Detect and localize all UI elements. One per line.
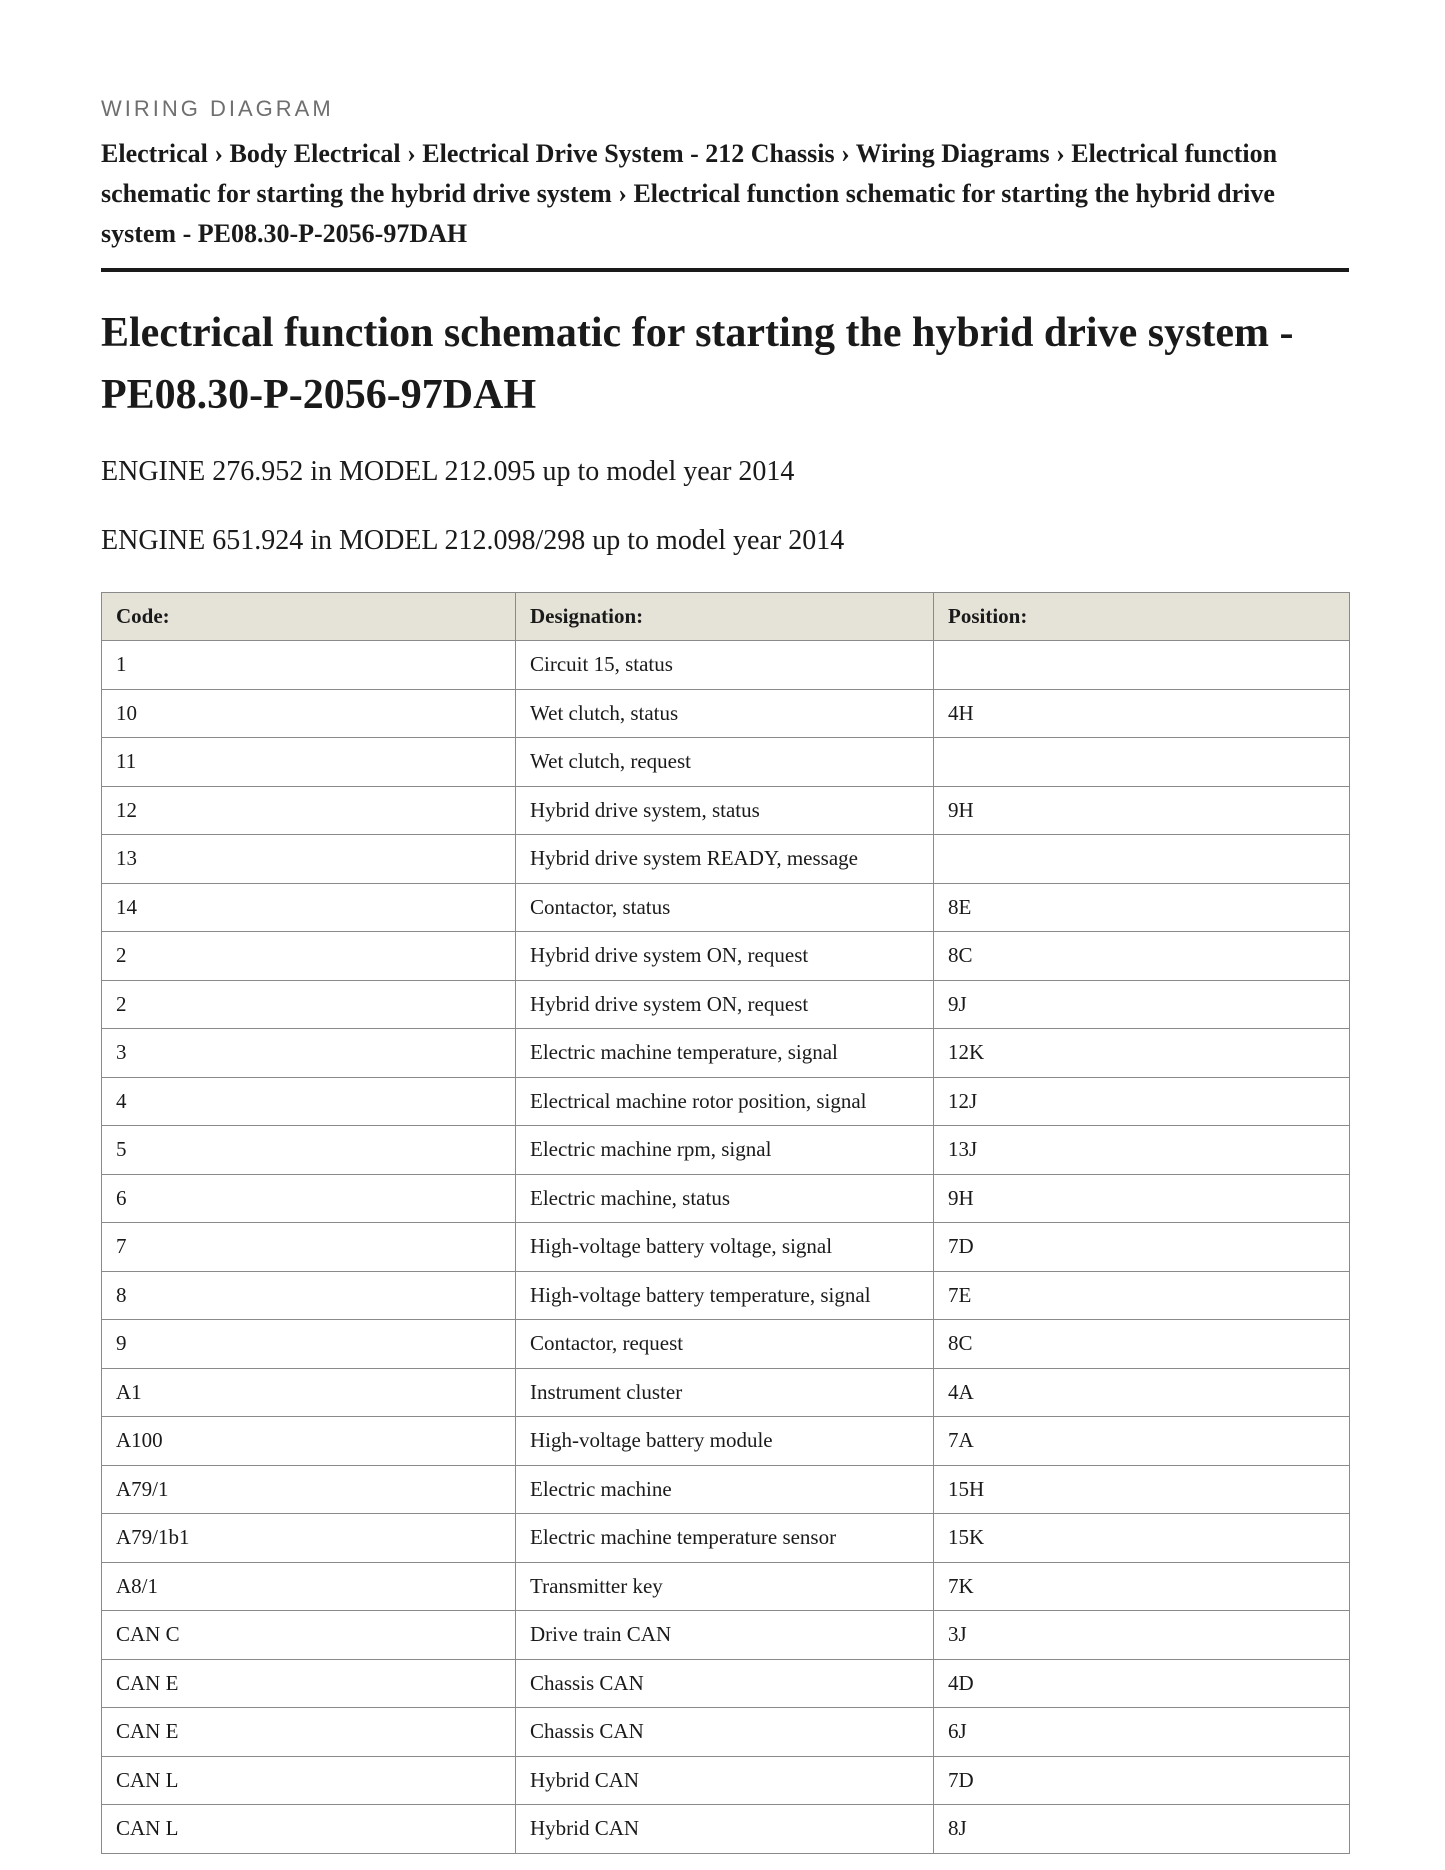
section-kicker: WIRING DIAGRAM (101, 96, 334, 121)
table-row (102, 1659, 1350, 1708)
cell-designation: Electric machine rpm, signal (516, 1126, 934, 1175)
table-row (102, 1708, 1350, 1757)
cell-code: 4 (102, 1077, 516, 1126)
engine-model-line: ENGINE 276.952 in MODEL 212.095 up to model year 2014 (101, 456, 795, 487)
cell-position: 8C (934, 1320, 1350, 1369)
table-row (102, 980, 1350, 1029)
cell-code: CAN L (102, 1805, 516, 1854)
table-row (102, 1126, 1350, 1175)
cell-position: 4H (934, 689, 1350, 738)
cell-designation: Instrument cluster (516, 1368, 934, 1417)
cell-position (934, 738, 1350, 787)
cell-designation: Hybrid CAN (516, 1805, 934, 1854)
cell-code: 9 (102, 1320, 516, 1369)
cell-position: 9H (934, 786, 1350, 835)
cell-designation: Transmitter key (516, 1562, 934, 1611)
cell-position: 4D (934, 1659, 1350, 1708)
cell-position: 7K (934, 1562, 1350, 1611)
table-row (102, 835, 1350, 884)
code-table (101, 592, 1350, 1854)
table-body (102, 641, 1350, 1854)
cell-designation: Electric machine (516, 1465, 934, 1514)
table-row (102, 1562, 1350, 1611)
cell-designation: Electric machine temperature sensor (516, 1514, 934, 1563)
cell-code: 3 (102, 1029, 516, 1078)
cell-designation: Wet clutch, status (516, 689, 934, 738)
table-row (102, 883, 1350, 932)
cell-position: 7D (934, 1223, 1350, 1272)
table-header-row (102, 593, 1350, 641)
page-title: Electrical function schematic for starting the hybrid drive system - PE08.30-P-2056-97DAH (101, 310, 1294, 418)
cell-code: A79/1b1 (102, 1514, 516, 1563)
cell-code: 12 (102, 786, 516, 835)
cell-position: 7E (934, 1271, 1350, 1320)
cell-position (934, 835, 1350, 884)
cell-designation: Electric machine temperature, signal (516, 1029, 934, 1078)
cell-designation: Electrical machine rotor position, signal (516, 1077, 934, 1126)
column-header-code: Code: (102, 593, 516, 641)
cell-position: 8E (934, 883, 1350, 932)
table-row (102, 1174, 1350, 1223)
cell-code: 13 (102, 835, 516, 884)
cell-code: CAN E (102, 1708, 516, 1757)
header-divider (101, 268, 1349, 272)
cell-code: CAN L (102, 1756, 516, 1805)
cell-code: 1 (102, 641, 516, 690)
cell-code: 6 (102, 1174, 516, 1223)
cell-designation: Hybrid drive system, status (516, 786, 934, 835)
table-row (102, 689, 1350, 738)
table-row (102, 786, 1350, 835)
cell-code: 2 (102, 932, 516, 981)
cell-position: 15K (934, 1514, 1350, 1563)
cell-code: CAN E (102, 1659, 516, 1708)
cell-position: 9H (934, 1174, 1350, 1223)
cell-code: A100 (102, 1417, 516, 1466)
cell-designation: Chassis CAN (516, 1708, 934, 1757)
cell-position (934, 641, 1350, 690)
cell-code: 2 (102, 980, 516, 1029)
cell-designation: Contactor, status (516, 883, 934, 932)
cell-designation: Hybrid drive system ON, request (516, 932, 934, 981)
table-row (102, 1271, 1350, 1320)
cell-designation: Wet clutch, request (516, 738, 934, 787)
cell-designation: Hybrid drive system READY, message (516, 835, 934, 884)
cell-code: A8/1 (102, 1562, 516, 1611)
cell-designation: High-voltage battery temperature, signal (516, 1271, 934, 1320)
cell-code: 11 (102, 738, 516, 787)
table-row (102, 738, 1350, 787)
engine-model-line: ENGINE 651.924 in MODEL 212.098/298 up to model year 2014 (101, 525, 845, 556)
cell-position: 12J (934, 1077, 1350, 1126)
cell-position: 13J (934, 1126, 1350, 1175)
cell-designation: Circuit 15, status (516, 641, 934, 690)
cell-code: A79/1 (102, 1465, 516, 1514)
table-row (102, 1611, 1350, 1660)
cell-code: CAN C (102, 1611, 516, 1660)
cell-code: 8 (102, 1271, 516, 1320)
table-row (102, 1417, 1350, 1466)
table-row (102, 641, 1350, 690)
cell-position: 6J (934, 1708, 1350, 1757)
cell-position: 8J (934, 1805, 1350, 1854)
column-header-position: Position: (934, 593, 1350, 641)
cell-code: 7 (102, 1223, 516, 1272)
cell-designation: High-voltage battery voltage, signal (516, 1223, 934, 1272)
column-header-designation: Designation: (516, 593, 934, 641)
cell-designation: High-voltage battery module (516, 1417, 934, 1466)
table-row (102, 1805, 1350, 1854)
cell-position: 12K (934, 1029, 1350, 1078)
cell-position: 7A (934, 1417, 1350, 1466)
cell-designation: Contactor, request (516, 1320, 934, 1369)
cell-designation: Electric machine, status (516, 1174, 934, 1223)
cell-position: 15H (934, 1465, 1350, 1514)
table-row (102, 1465, 1350, 1514)
cell-designation: Hybrid drive system ON, request (516, 980, 934, 1029)
cell-code: 5 (102, 1126, 516, 1175)
cell-code: 14 (102, 883, 516, 932)
cell-position: 8C (934, 932, 1350, 981)
cell-position: 7D (934, 1756, 1350, 1805)
cell-position: 3J (934, 1611, 1350, 1660)
cell-position: 9J (934, 980, 1350, 1029)
cell-designation: Hybrid CAN (516, 1756, 934, 1805)
table-row (102, 1514, 1350, 1563)
table-row (102, 1756, 1350, 1805)
cell-code: 10 (102, 689, 516, 738)
table-row (102, 1029, 1350, 1078)
table-row (102, 932, 1350, 981)
table-row (102, 1223, 1350, 1272)
cell-designation: Chassis CAN (516, 1659, 934, 1708)
cell-designation: Drive train CAN (516, 1611, 934, 1660)
cell-position: 4A (934, 1368, 1350, 1417)
breadcrumb: Electrical › Body Electrical › Electrical Drive System - 212 Chassis › Wiring Diagrams › Electrical function schematic for starting the hybrid drive system › Electrical function schematic for starting the hybrid drive system - PE08.30-P-2056-97DAH (101, 139, 1278, 248)
table-row (102, 1368, 1350, 1417)
cell-code: A1 (102, 1368, 516, 1417)
table-row (102, 1320, 1350, 1369)
table-row (102, 1077, 1350, 1126)
